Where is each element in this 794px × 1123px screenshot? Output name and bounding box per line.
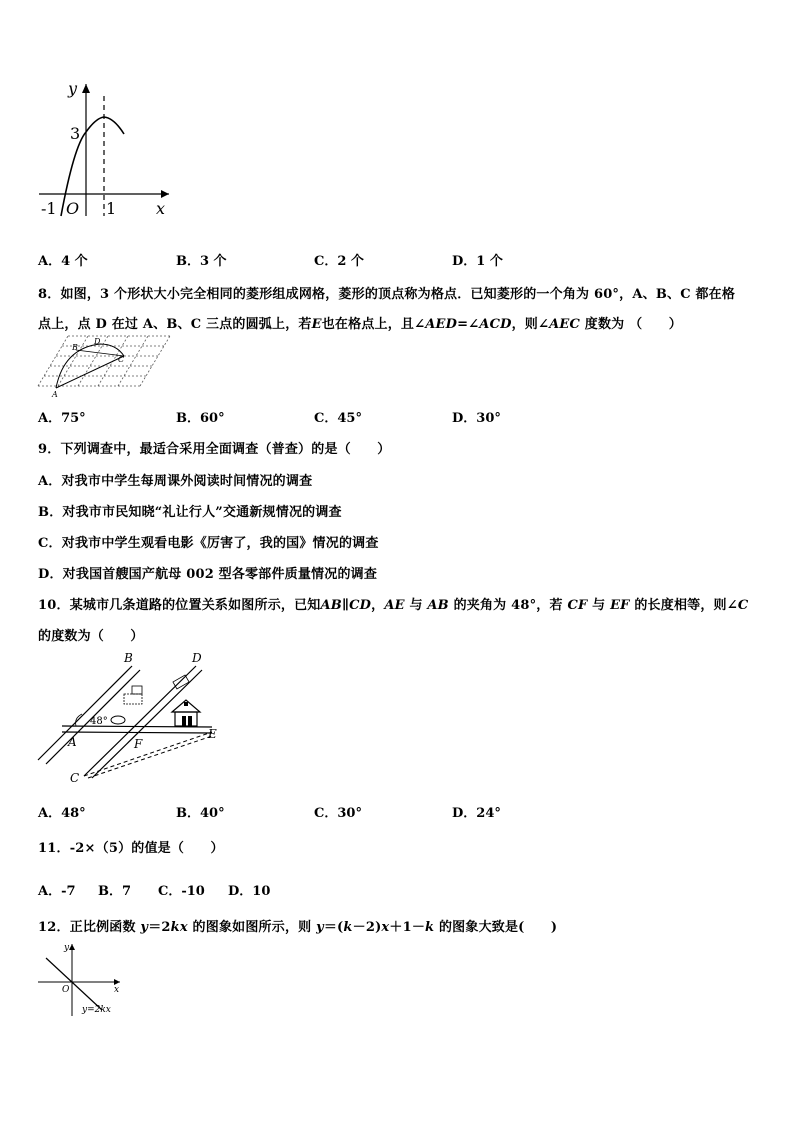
- q9-option-c[interactable]: C．对我市中学生观看电影《厉害了，我的国》情况的调查: [38, 536, 379, 551]
- q8-option-c[interactable]: C．45°: [314, 411, 362, 426]
- q8-stem-line1: 8．如图，3 个形状大小完全相同的菱形组成网格，菱形的顶点称为格点．已知菱形的一个角为 60°，A、B、C 都在格: [38, 287, 736, 302]
- q8-option-d[interactable]: D．30°: [452, 411, 501, 426]
- q12-line-graph: [36, 940, 128, 1018]
- q7-parabola-graph: [34, 76, 179, 221]
- q9-option-b[interactable]: B．对我市市民知晓“礼让行人”交通新规情况的调查: [38, 505, 342, 520]
- q11-option-d[interactable]: D．10: [228, 884, 271, 899]
- q7-graph-y-label: y: [68, 79, 78, 98]
- q8-fig-label-a: A: [52, 390, 58, 398]
- q8-rhombus-grid-figure: [36, 334, 172, 398]
- q10-option-d[interactable]: D．24°: [452, 806, 501, 821]
- q10-fig-label-b: B: [124, 651, 133, 665]
- q7-option-d[interactable]: D．1 个: [452, 254, 503, 269]
- q12-graph-origin: O: [62, 985, 70, 995]
- q7-graph-tick-3: 3: [70, 124, 81, 143]
- q10-fig-label-a: A: [68, 735, 77, 749]
- q7-option-a[interactable]: A．4 个: [38, 254, 88, 269]
- q11-option-a[interactable]: A．-7: [38, 884, 76, 899]
- q10-option-a[interactable]: A．48°: [38, 806, 86, 821]
- q7-graph-x-label: x: [156, 199, 166, 218]
- q9-option-a[interactable]: A．对我市中学生每周课外阅读时间情况的调查: [38, 474, 313, 489]
- q7-graph-tick-1: 1: [106, 199, 117, 218]
- q11-option-b[interactable]: B．7: [98, 884, 132, 899]
- q10-option-c[interactable]: C．30°: [314, 806, 362, 821]
- q12-stem: 12．正比例函数 y＝2kx 的图象如图所示，则 y＝(k－2)x＋1－k 的图象大致是( ): [38, 920, 558, 935]
- q10-stem-line1: 10．某城市几条道路的位置关系如图所示，已知AB∥CD，AE 与 AB 的夹角为 48°，若 CF 与 EF 的长度相等，则∠C: [38, 598, 749, 613]
- q8-fig-label-b: B: [72, 343, 78, 352]
- q8-fig-label-c: C: [118, 355, 125, 364]
- q8-option-b[interactable]: B．60°: [176, 411, 225, 426]
- q12-graph-y-label: y: [64, 943, 70, 953]
- q10-fig-label-d: D: [192, 651, 202, 665]
- q10-fig-label-f: F: [134, 737, 143, 751]
- q12-graph-line-label: y=2kx: [82, 1005, 111, 1015]
- q7-graph-origin: O: [66, 199, 80, 218]
- q7-option-c[interactable]: C．2 个: [314, 254, 364, 269]
- q10-option-b[interactable]: B．40°: [176, 806, 225, 821]
- q11-stem: 11．-2×（5）的值是（ ）: [38, 841, 224, 856]
- q11-option-c[interactable]: C．-10: [158, 884, 205, 899]
- q8-fig-label-d: D: [94, 337, 101, 346]
- q8-option-a[interactable]: A．75°: [38, 411, 86, 426]
- q10-stem-line2: 的度数为（ ）: [38, 629, 144, 644]
- q10-fig-label-c: C: [70, 771, 80, 785]
- q10-fig-label-e: E: [208, 727, 217, 741]
- q10-road-map-figure: [36, 648, 226, 786]
- q9-option-d[interactable]: D．对我国首艘国产航母 002 型各零部件质量情况的调查: [38, 567, 378, 582]
- q7-graph-tick-neg1: -1: [41, 199, 57, 218]
- q8-stem-line2: 点上，点 D 在过 A、B、C 三点的圆弧上，若E也在格点上，且∠AED=∠ACD，则∠AEC 度数为 （ ）: [38, 317, 682, 332]
- q9-stem: 9．下列调查中，最适合采用全面调查（普查）的是（ ）: [38, 442, 391, 457]
- q12-graph-x-label: x: [114, 985, 120, 995]
- q7-option-b[interactable]: B．3 个: [176, 254, 227, 269]
- q10-fig-label-angle: 48°: [90, 716, 108, 727]
